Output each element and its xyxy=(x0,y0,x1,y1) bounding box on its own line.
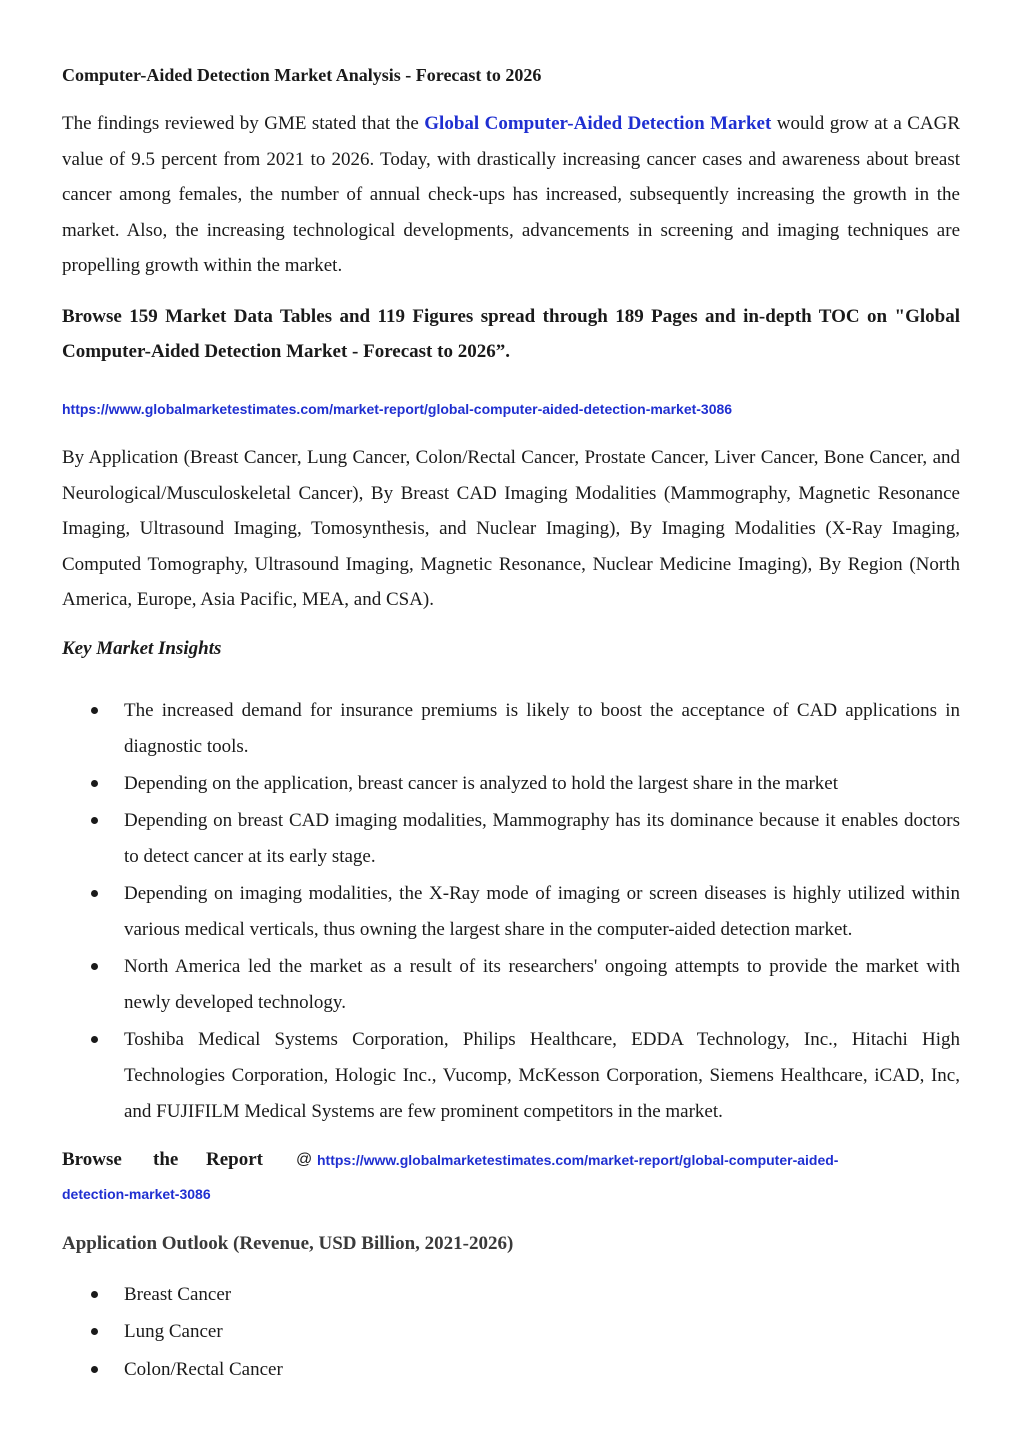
application-outlook-heading: Application Outlook (Revenue, USD Billion, 2021-2026) xyxy=(62,1233,514,1254)
application-list xyxy=(62,1277,960,1389)
browse-report-link[interactable]: https://www.globalmarketestimates.com/market-report/global-computer-aided- xyxy=(317,1152,839,1168)
browse-report-link-continued[interactable]: detection-market-3086 xyxy=(62,1186,211,1202)
segmentation-paragraph: By Application (Breast Cancer, Lung Cancer, Colon/Rectal Cancer, Prostate Cancer, Liver Cancer, Bone Cancer, and Neurological/Musculoskeletal Cancer), By Breast CAD Imaging Modalities (Mammography, Magnetic Resonance Imaging, Ultrasound Imaging, Tomosynthesis, and Nuclear Imaging), By Imaging Modalities (X-Ray Imaging, Computed Tomography, Ultrasound Imaging, Magnetic Resonance, Nuclear Medicine Imaging), By Region (North America, Europe, Asia Pacific, MEA, and CSA). xyxy=(62,447,960,611)
browse-report-line xyxy=(62,1146,960,1176)
insights-heading: Key Market Insights xyxy=(62,638,222,659)
list-item xyxy=(62,1314,960,1350)
report-url-link[interactable]: https://www.globalmarketestimates.com/market-report/global-computer-aided-detection-market-3086 xyxy=(62,401,733,417)
list-item xyxy=(62,1022,960,1129)
list-item-text: Depending on the application, breast cancer is analyzed to hold the largest share in the market xyxy=(124,772,839,794)
bullet-icon xyxy=(91,1366,98,1373)
intro-paragraph xyxy=(62,106,960,284)
intro-text-before: The findings reviewed by GME stated that the xyxy=(62,113,425,134)
bullet-icon xyxy=(91,890,98,897)
list-item-text: Breast Cancer xyxy=(124,1284,232,1305)
bullet-icon xyxy=(91,1291,98,1298)
document-title: Computer-Aided Detection Market Analysis - Forecast to 2026 xyxy=(62,65,542,85)
list-item-text: Colon/Rectal Cancer xyxy=(124,1358,283,1380)
bullet-icon xyxy=(91,1036,98,1043)
list-item xyxy=(62,803,960,874)
list-item xyxy=(62,693,960,764)
list-item-text: Depending on breast CAD imaging modalities, Mammography has its dominance because it enables doctors to detect cancer at its early stage. xyxy=(124,810,960,867)
list-item-text: Depending on imaging modalities, the X-Ray mode of imaging or screen diseases is highly utilized within various medical verticals, thus owning the largest share in the computer-aided detection market. xyxy=(124,883,960,940)
list-item xyxy=(62,766,960,802)
insights-list xyxy=(62,693,960,1131)
at-symbol: @ xyxy=(296,1151,313,1168)
list-item xyxy=(62,1352,960,1388)
bullet-icon xyxy=(91,963,98,970)
bullet-icon xyxy=(91,780,98,787)
browse-word: Browse xyxy=(62,1149,122,1170)
list-item xyxy=(62,876,960,947)
list-item xyxy=(62,1277,960,1313)
bullet-icon xyxy=(91,817,98,824)
browse-heading: Browse 159 Market Data Tables and 119 Figures spread through 189 Pages and in-depth TOC on "Global Computer-Aided Detection Market - Forecast to 2026”. xyxy=(62,306,960,362)
list-item xyxy=(62,949,960,1020)
bullet-icon xyxy=(91,707,98,714)
list-item-text: The increased demand for insurance premiums is likely to boost the acceptance of CAD applications in diagnostic tools. xyxy=(124,700,960,757)
list-item-text: Lung Cancer xyxy=(124,1321,223,1343)
market-link[interactable]: Global Computer-Aided Detection Market xyxy=(424,113,772,134)
list-item-text: Toshiba Medical Systems Corporation, Philips Healthcare, EDDA Technology, Inc., Hitachi High Technologies Corporation, Hologic Inc., Vucomp, McKesson Corporation, Siemens Healthcare, iCAD, Inc, and FUJIFILM Medical Systems are few prominent competitors in the market. xyxy=(124,1029,960,1122)
list-item-text: North America led the market as a result of its researchers' ongoing attempts to provide the market with newly developed technology. xyxy=(124,956,960,1013)
intro-text-after: would grow at a CAGR value of 9.5 percent from 2021 to 2026. Today, with drastically increasing cancer cases and awareness about breast cancer among females, the number of annual check-ups has increased, subsequently increasing the growth in the market. Also, the increasing technological developments, advancements in screening and imaging techniques are propelling growth within the market. xyxy=(62,113,961,277)
bullet-icon xyxy=(91,1328,98,1335)
the-word: the xyxy=(153,1149,179,1170)
report-word: Report xyxy=(206,1149,263,1170)
